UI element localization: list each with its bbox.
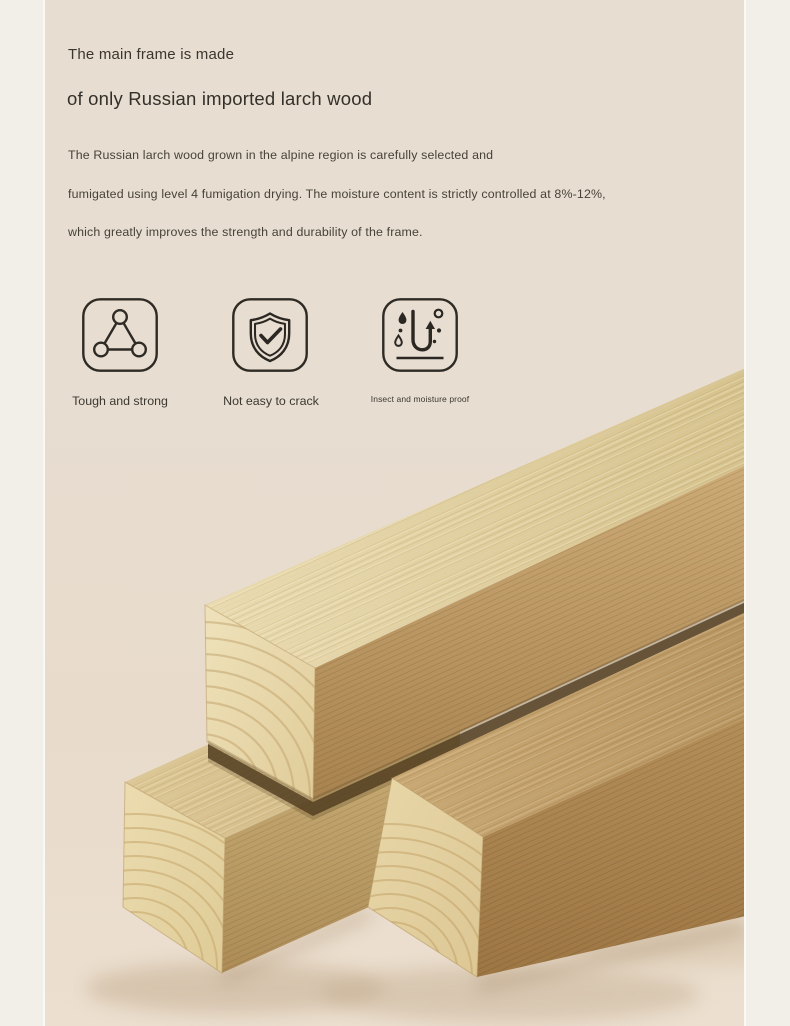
right-margin-strip [744,0,790,1026]
section-title: of only Russian imported larch wood [67,88,373,109]
description-line-1: The Russian larch wood grown in the alpine region is carefully selected and [68,148,494,162]
feature-label-crack: Not easy to crack [223,394,319,408]
description-line-2: fumigated using level 4 fumigation drying. The moisture content is strictly controlled at 8%-12%, [68,187,606,201]
wood-photo-illustration [40,366,746,1026]
insect-moisture-icon [382,298,458,372]
section-subtitle: The main frame is made [68,46,235,63]
feature-label-insect: Insect and moisture proof [370,394,470,404]
feature-label-tough: Tough and strong [72,394,168,408]
left-margin-strip [0,0,45,1026]
shield-check-icon [232,298,308,372]
triangle-nodes-icon [82,298,158,372]
description-line-3: which greatly improves the strength and durability of the frame. [68,225,423,239]
